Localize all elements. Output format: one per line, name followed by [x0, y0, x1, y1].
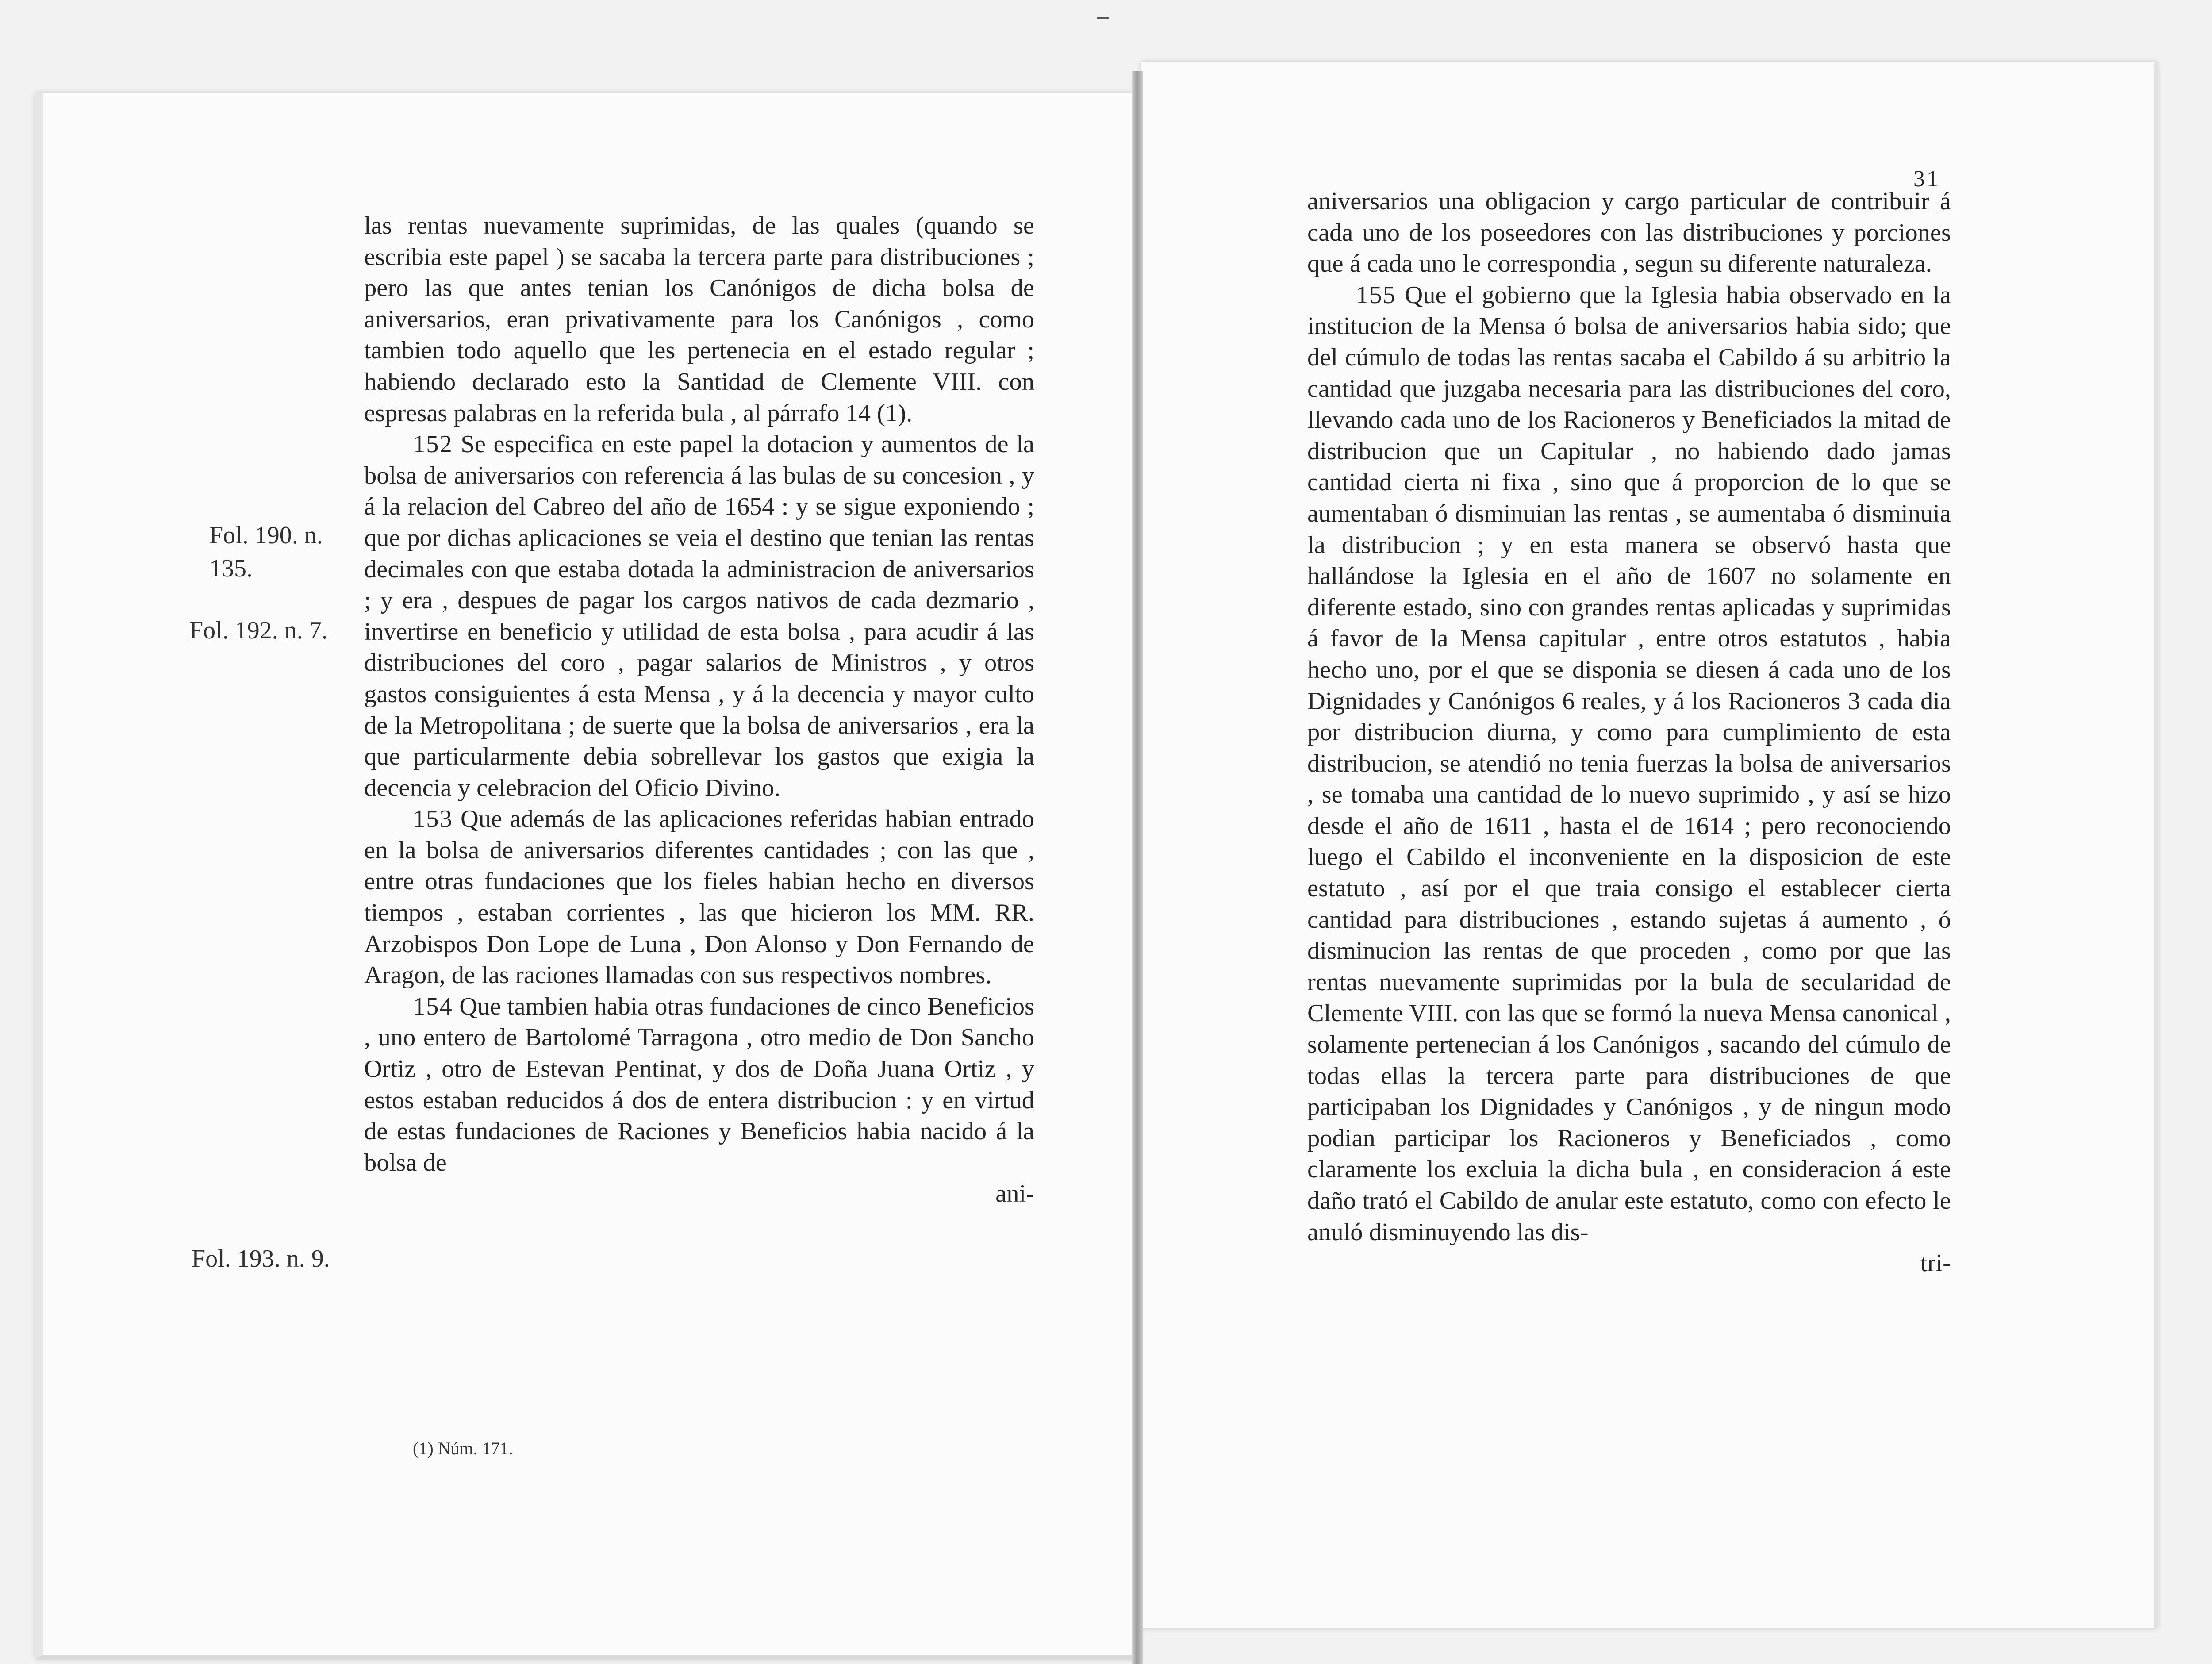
paragraph-number: 154 — [413, 992, 453, 1020]
margin-note-fol-193: Fol. 193. n. 9. — [192, 1245, 330, 1272]
paragraph-154 — [364, 991, 1034, 1179]
paragraph-text: Se especifica en este papel la dotacion y aumentos de la bolsa de aniversarios con referencia á las bulas de su concesion , y á la relacion del Cabreo del año de 1654 : y se sigue exponiendo ; que por dichas aplicaciones se veia el destino que tenian las rentas decimales con que estaba dotada la administracion de aniversarios ; y era , despues de pagar los cargos nativos de cada dezmario , invertirse en beneficio y utilidad de esta bolsa , para acudir á las distribuciones del coro , pagar salarios de Ministros , y otros gastos consiguientes á esta Mensa , y á la decencia y mayor culto de la Metropolitana ; de suerte que la bolsa de aniversarios , era la que particularmente debia sobrellevar los gastos que exigia la decencia y celebracion del Oficio Divino. — [364, 430, 1034, 802]
margin-note-fol-190: Fol. 190. n. — [209, 522, 323, 549]
right-page — [1141, 62, 2157, 1628]
catchword: ani- — [995, 1180, 1034, 1208]
footnote: (1) Núm. 171. — [413, 1438, 513, 1458]
paragraph-number: 152 — [413, 430, 453, 458]
paragraph-152 — [364, 429, 1034, 803]
top-edge-mark — [1097, 17, 1109, 19]
right-page-text — [1307, 186, 1951, 1279]
book-gutter — [1132, 71, 1143, 1664]
paragraph-text: aniversarios una obligacion y cargo particular de contribuir á cada uno de los poseedores con las distribuciones y porciones que á cada uno le correspondia , segun su diferente naturaleza. — [1307, 188, 1951, 278]
paragraph-text: Que además de las aplicaciones referidas habian entrado en la bolsa de aniversarios diferentes cantidades ; con las que , entre otras fundaciones que los fieles habian hecho en diversos tiempos , estaban corrientes , las que hicieron los MM. RR. Arzobispos Don Lope de Luna , Don Alonso y Don Fernando de Aragon, de las raciones llamadas con sus respectivos nombres. — [364, 805, 1034, 989]
left-page-text — [364, 210, 1034, 1210]
open-book — [35, 62, 2154, 1633]
page-number: 31 — [1913, 166, 1940, 192]
catchword: tri- — [1920, 1249, 1951, 1277]
paragraph-number: 153 — [413, 805, 453, 833]
paragraph-number: 155 — [1356, 281, 1396, 309]
paragraph-154-continuation — [1307, 186, 1951, 280]
paragraph-155 — [1307, 280, 1951, 1248]
left-page — [35, 93, 1141, 1659]
paragraph-151-continuation — [364, 210, 1034, 429]
margin-note-fol-192: Fol. 192. n. 7. — [189, 617, 328, 644]
paragraph-text: las rentas nuevamente suprimidas, de las quales (quando se escribia este papel ) se sacaba la tercera parte para distribuciones ; pero las que antes tenian los Canónigos de dicha bolsa de aniversarios, eran privativamente para los Canónigos , como tambien todo aquello que les pertenecia en el estado regular ; habiendo declarado esto la Santidad de Clemente VIII. con espresas palabras en la referida bula , al párrafo 14 (1). — [364, 212, 1034, 427]
margin-note-135: 135. — [209, 555, 253, 582]
paragraph-text: Que el gobierno que la Iglesia habia observado en la institucion de la Mensa ó bolsa de aniversarios habia sido; que del cúmulo de todas las rentas sacaba el Cabildo á su arbitrio la cantidad que juzgaba necesaria para las distribuciones del coro, llevando cada uno de los Racioneros y Beneficiados la mitad de distribucion que un Capitular , no habiendo dado jamas cantidad cierta ni fixa , sino que á proporcion de lo que se aumentaban ó disminuian las rentas , se aumentaba ó disminuia la distribucion ; y en esta manera se observó hasta que hallándose la Iglesia en el año de 1607 no solamente en diferente estado, sino con grandes rentas aplicadas y suprimidas á favor de la Mensa capitular , entre otros estatutos , habia hecho uno, por el que se disponia se diesen á cada uno de los Dignidades y Canónigos 6 reales, y á los Racioneros 3 cada dia por distribucion diurna, y como para cumplimiento de esta distribucion, se atendió no tenia fuerzas la bolsa de aniversarios , se tomaba una cantidad de lo nuevo suprimido , y así se hizo desde el año de 1611 , hasta el de 1614 ; pero reconociendo luego el Cabildo el inconveniente en la disposicion de este estatuto , así por el que traia consigo el establecer cierta cantidad para distribuciones , estando sujetas á aumento , ó disminucion las rentas de que proceden , como por que las rentas nuevamente suprimidas por la bula de secularidad de Clemente VIII. con las que se formó la nueva Mensa canonical , solamente pertenecian á los Canónigos , sacando del cúmulo de todas ellas la tercera parte para distribuciones de que participaban los Dignidades y Canónigos , y de ningun modo podian participar los Racioneros y Beneficiados , como claramente los excluia la dicha bula , en consideracion á este daño trató el Cabildo de anular este estatuto, como con efecto le anuló disminuyendo las dis- — [1307, 281, 1951, 1246]
paragraph-text: Que tambien habia otras fundaciones de cinco Beneficios , uno entero de Bartolomé Tarragona , otro medio de Don Sancho Ortiz , otro de Estevan Pentinat, y dos de Doña Juana Ortiz , y estos estaban reducidos á dos de entera distribucion : y en virtud de estas fundaciones de Raciones y Beneficios habia nacido á la bolsa de — [364, 992, 1035, 1176]
paragraph-153 — [364, 803, 1034, 991]
